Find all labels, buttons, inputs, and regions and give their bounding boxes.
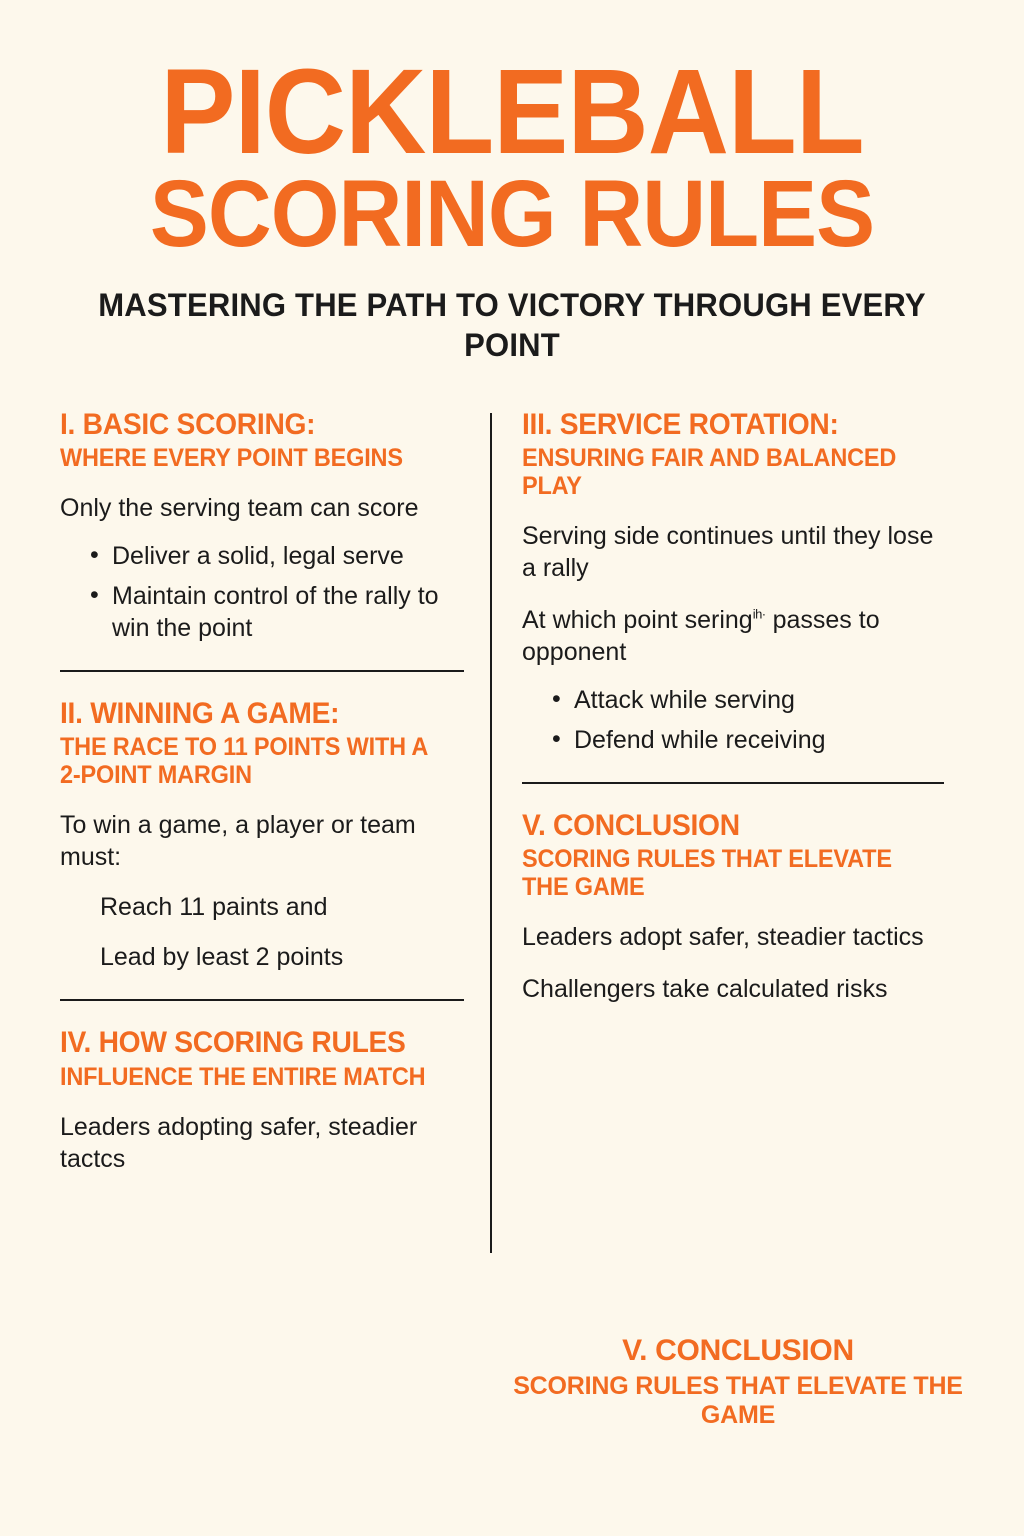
section-winning-a-game [60, 698, 464, 973]
section-subheading: WHERE EVERY POINT BEGINS [60, 444, 403, 473]
list-item: • Attack while serving [552, 684, 944, 716]
section-bullet-list [60, 540, 464, 644]
section-paragraph-1: Leaders adopt safer, steadier tactics [522, 923, 924, 952]
section-subheading: SCORING RULES THAT ELEVATE THE GAME [522, 845, 892, 902]
page-title-line-1: PICKLEBALL [160, 43, 864, 179]
section-bullet-list [522, 684, 944, 756]
page-title-line-2: SCORING RULES [149, 161, 875, 268]
section-heading: V. CONCLUSION [622, 1334, 854, 1367]
section-how-scoring-rules-influence [60, 1027, 464, 1174]
header [60, 43, 964, 365]
section-conclusion [522, 810, 944, 1005]
section-subheading: THE RACE TO 11 POINTS WITH A 2-POINT MARGIN [60, 733, 428, 790]
divider [60, 999, 464, 1001]
right-column [492, 409, 944, 1006]
paragraph-text-a: At which point sering [522, 606, 753, 635]
paragraph-text-b: passes to opponent [522, 606, 880, 667]
section-subheading: ENSURING FAIR AND BALANCED PLAY [522, 444, 897, 501]
section-heading: III. SERVICE ROTATION: [522, 407, 839, 441]
left-column [60, 409, 490, 1175]
section-paragraph: Leaders adopting safer, steadier tactcs [60, 1112, 418, 1173]
section-heading: V. CONCLUSION [522, 809, 740, 843]
section-paragraph: Only the serving team can score [60, 494, 419, 523]
section-subheading: INFLUENCE THE ENTIRE MATCH [60, 1062, 426, 1091]
list-item: • Defend while receiving [552, 724, 944, 756]
section-paragraph-2: Challengers take calculated risks [522, 975, 888, 1004]
section-heading: II. WINNING A GAME: [60, 697, 340, 731]
section-paragraph-1: Serving side continues until they lose a rally [522, 522, 934, 583]
section-paragraph-2 [522, 604, 944, 668]
section-heading: I. BASIC SCORING: [60, 407, 316, 441]
superscript-mark: ih· [752, 606, 766, 622]
section-indent-line-1: Reach 11 paints and [100, 893, 328, 922]
section-subheading: SCORING RULES THAT ELEVATE THE GAME [513, 1372, 963, 1430]
section-basic-scoring [60, 409, 464, 644]
section-service-rotation [522, 409, 944, 756]
content-columns [60, 409, 964, 1253]
page-subtitle: MASTERING THE PATH TO VICTORY THROUGH EVERY POINT [98, 286, 926, 363]
divider [522, 782, 944, 784]
section-paragraph: To win a game, a player or team must: [60, 811, 416, 872]
section-indent-line-2: Lead by least 2 points [100, 943, 344, 972]
divider [60, 670, 464, 672]
list-item: • Maintain control of the rally to win the point [90, 580, 464, 644]
list-item: • Deliver a solid, legal serve [90, 540, 464, 572]
section-heading: IV. HOW SCORING RULES [60, 1026, 406, 1060]
bottom-conclusion-block [508, 1335, 968, 1430]
